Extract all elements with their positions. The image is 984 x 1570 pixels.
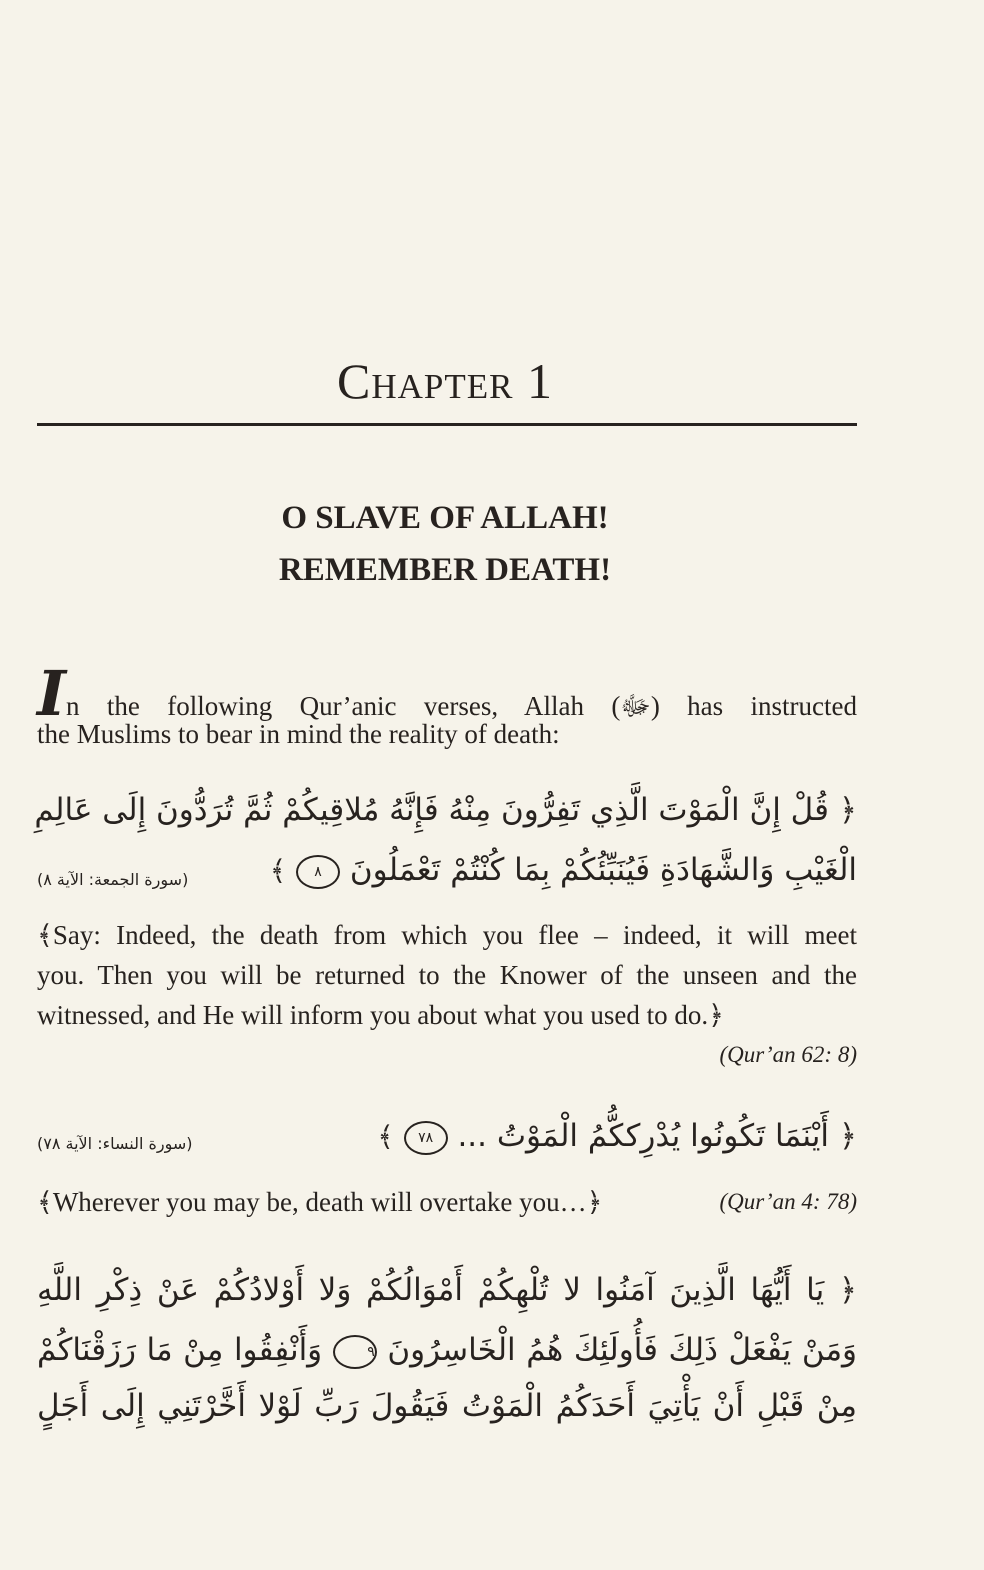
- verse3-arabic-line2-part1: وَمَنْ يَفْعَلْ ذَلِكَ فَأُولَئِكَ هُمُ الْخَاسِرُونَ: [387, 1332, 858, 1368]
- verse1-english-line1: ﴾Say: Indeed, the death from which you flee – indeed, it will meet: [37, 920, 857, 950]
- verse1-arabic-line2-row: [37, 852, 857, 912]
- verse1-arabic-line2: الْغَيْبِ وَالشَّهَادَةِ فَيُنَبِّئُكُمْ بِمَا كُنْتُمْ تَعْمَلُونَ: [349, 852, 857, 888]
- verse2-citation: (Qur’an 4: 78): [719, 1189, 857, 1214]
- verse2-english: ﴾Wherever you may be, death will overtake you…﴿: [37, 1187, 603, 1217]
- intro-text: n the following Qur’anic verses, Allah (ﷻ) has instructed: [66, 691, 857, 721]
- verse3-arabic-line2: [37, 1332, 857, 1369]
- verse1-english-line2: you. Then you will be returned to the Knower of the unseen and the: [37, 960, 857, 990]
- drop-cap: I: [37, 657, 67, 730]
- chapter-title: Chapter 1: [337, 353, 553, 409]
- ayah-number-marker: ٧٨: [404, 1121, 448, 1155]
- verse2-arabic-row: [37, 1118, 857, 1168]
- verse1-english-line3: witnessed, and He will inform you about what you used to do.﴿: [37, 1000, 724, 1030]
- verse2-english-row: [37, 1182, 857, 1222]
- intro-paragraph-line2: the Muslims to bear in mind the reality of death:: [37, 719, 560, 749]
- verse-close-bracket: ﴾: [377, 1120, 394, 1153]
- verse2-arabic: ﴿ أَيْنَمَا تَكُونُوا يُدْرِككُّمُ الْمَوْتُ ...: [457, 1118, 857, 1154]
- chapter-rule: [37, 423, 857, 426]
- verse-close-bracket: ﴾: [269, 854, 287, 887]
- section-heading-line2: REMEMBER DEATH!: [278, 552, 612, 588]
- verse1-arabic-line1: ﴿ قُلْ إِنَّ الْمَوْتَ الَّذِي تَفِرُّونَ مِنْهُ فَإِنَّهُ مُلاقِيكُمْ ثُمَّ تُرَدُّونَ إِلَى عَالِمِ: [34, 792, 857, 828]
- ayah-number-marker: ٩: [333, 1335, 377, 1369]
- surah-reference: (سورة النساء: الآية ٧٨): [37, 1134, 193, 1153]
- ayah-number-marker: ٨: [296, 855, 340, 889]
- verse1-citation: (Qur’an 62: 8): [719, 1042, 857, 1067]
- surah-reference: (سورة الجمعة: الآية ٨): [37, 870, 189, 889]
- verse3-arabic-line3: مِنْ قَبْلِ أَنْ يَأْتِيَ أَحَدَكُمُ الْمَوْتُ فَيَقُولَ رَبِّ لَوْلا أَخَّرْتَنِي إِلَى أَجَلٍ: [37, 1388, 857, 1424]
- section-heading-line1: O SLAVE OF ALLAH!: [281, 500, 609, 536]
- verse3-arabic-line1: ﴿ يَا أَيُّهَا الَّذِينَ آمَنُوا لا تُلْهِكُمْ أَمْوَالُكُمْ وَلا أَوْلادُكُمْ عَنْ ذِكْرِ اللَّهِ: [37, 1272, 857, 1308]
- verse3-arabic-line2-part2: وَأَنْفِقُوا مِنْ مَا رَزَقْنَاكُمْ: [37, 1332, 323, 1368]
